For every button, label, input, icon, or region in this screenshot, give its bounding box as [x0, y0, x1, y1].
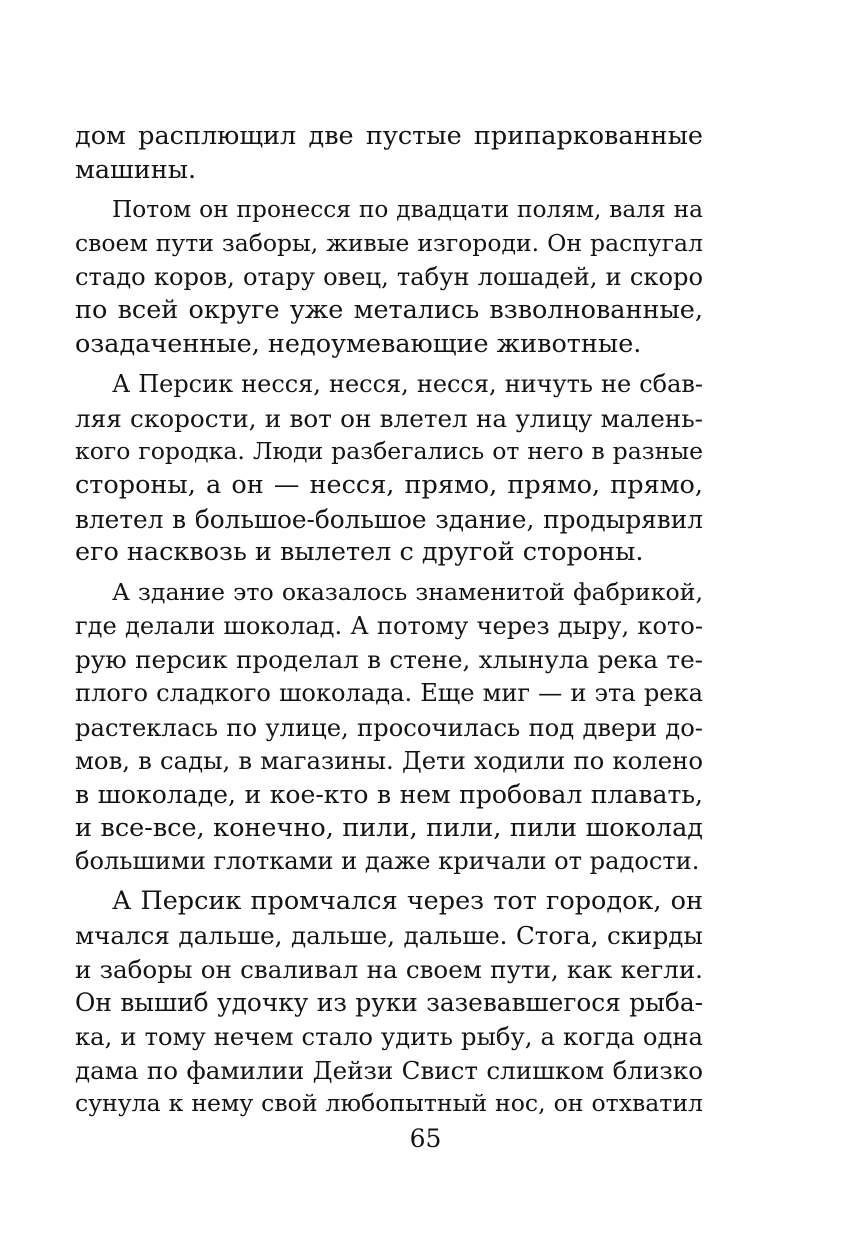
text-line: где делали шоколад. А потому через дыру, кото- [75, 611, 703, 640]
text-line: дама по фамилии Дейзи Свист слишком близко [75, 1055, 703, 1085]
paragraph-4 [75, 576, 703, 879]
text-line: А здание это оказалось знаменитой фабрикой, [112, 577, 703, 606]
text-line: и все-все, конечно, пили, пили, пили шоколад [75, 812, 703, 843]
text-line: растеклась по улице, просочилась под двери до- [75, 712, 703, 742]
paragraph-5 [75, 885, 703, 1121]
text-line: А Персик промчался через тот городок, он [112, 886, 703, 917]
page-number: 65 [409, 1124, 442, 1153]
text-line: озадаченные, недоумевающие животные. [75, 329, 642, 360]
text-line: по всей округе уже метались взволнованные, [75, 295, 703, 326]
page-body [75, 120, 703, 1127]
text-line: своем пути заборы, живые изгороди. Он распугал [75, 229, 703, 258]
text-line: большими глотками и даже кричали от радости. [75, 847, 700, 876]
text-line: сунула к нему свой любопытный нос, он отхватил [75, 1089, 703, 1118]
text-line: мов, в сады, в магазины. Дети ходили по колено [75, 746, 703, 776]
text-line: Он вышиб удочку из руки зазевавшегося рыба- [75, 988, 703, 1018]
text-line: в шоколаде, и кое-кто в нем пробовал плавать, [75, 780, 703, 810]
text-line: А Персик несся, несся, несся, ничуть не сбав- [112, 369, 703, 398]
text-line: ляя скорости, и вот он влетел на улицу малень- [75, 403, 703, 433]
paragraph-2 [75, 193, 703, 361]
text-line: рую персик проделал в стене, хлынула река те- [75, 645, 703, 675]
text-line: влетел в большое-большое здание, продырявил [75, 504, 703, 534]
text-line: и заборы он сваливал на своем пути, как кегли. [75, 954, 703, 984]
text-line: мчался дальше, дальше, дальше. Стога, скирды [75, 920, 703, 950]
paragraph-1 [75, 120, 703, 187]
text-line: стадо коров, отару овец, табун лошадей, и скоро [75, 262, 703, 291]
text-line: дом расплющил две пустые припаркованные [75, 121, 703, 151]
paragraph-3 [75, 368, 703, 570]
text-line: Потом он пронесся по двадцати полям, валя на [112, 196, 703, 224]
text-line: кого городка. Люди разбегались от него в разные [75, 437, 703, 466]
text-line: машины. [75, 154, 197, 185]
text-line: его насквозь и вылетел с другой стороны. [75, 537, 644, 568]
text-line: стороны, а он — несся, прямо, прямо, прямо, [75, 469, 703, 500]
text-line: плого сладкого шоколада. Еще миг — и эта река [75, 679, 703, 707]
text-line: ка, и тому нечем стало удить рыбу, а когда одна [75, 1021, 703, 1051]
